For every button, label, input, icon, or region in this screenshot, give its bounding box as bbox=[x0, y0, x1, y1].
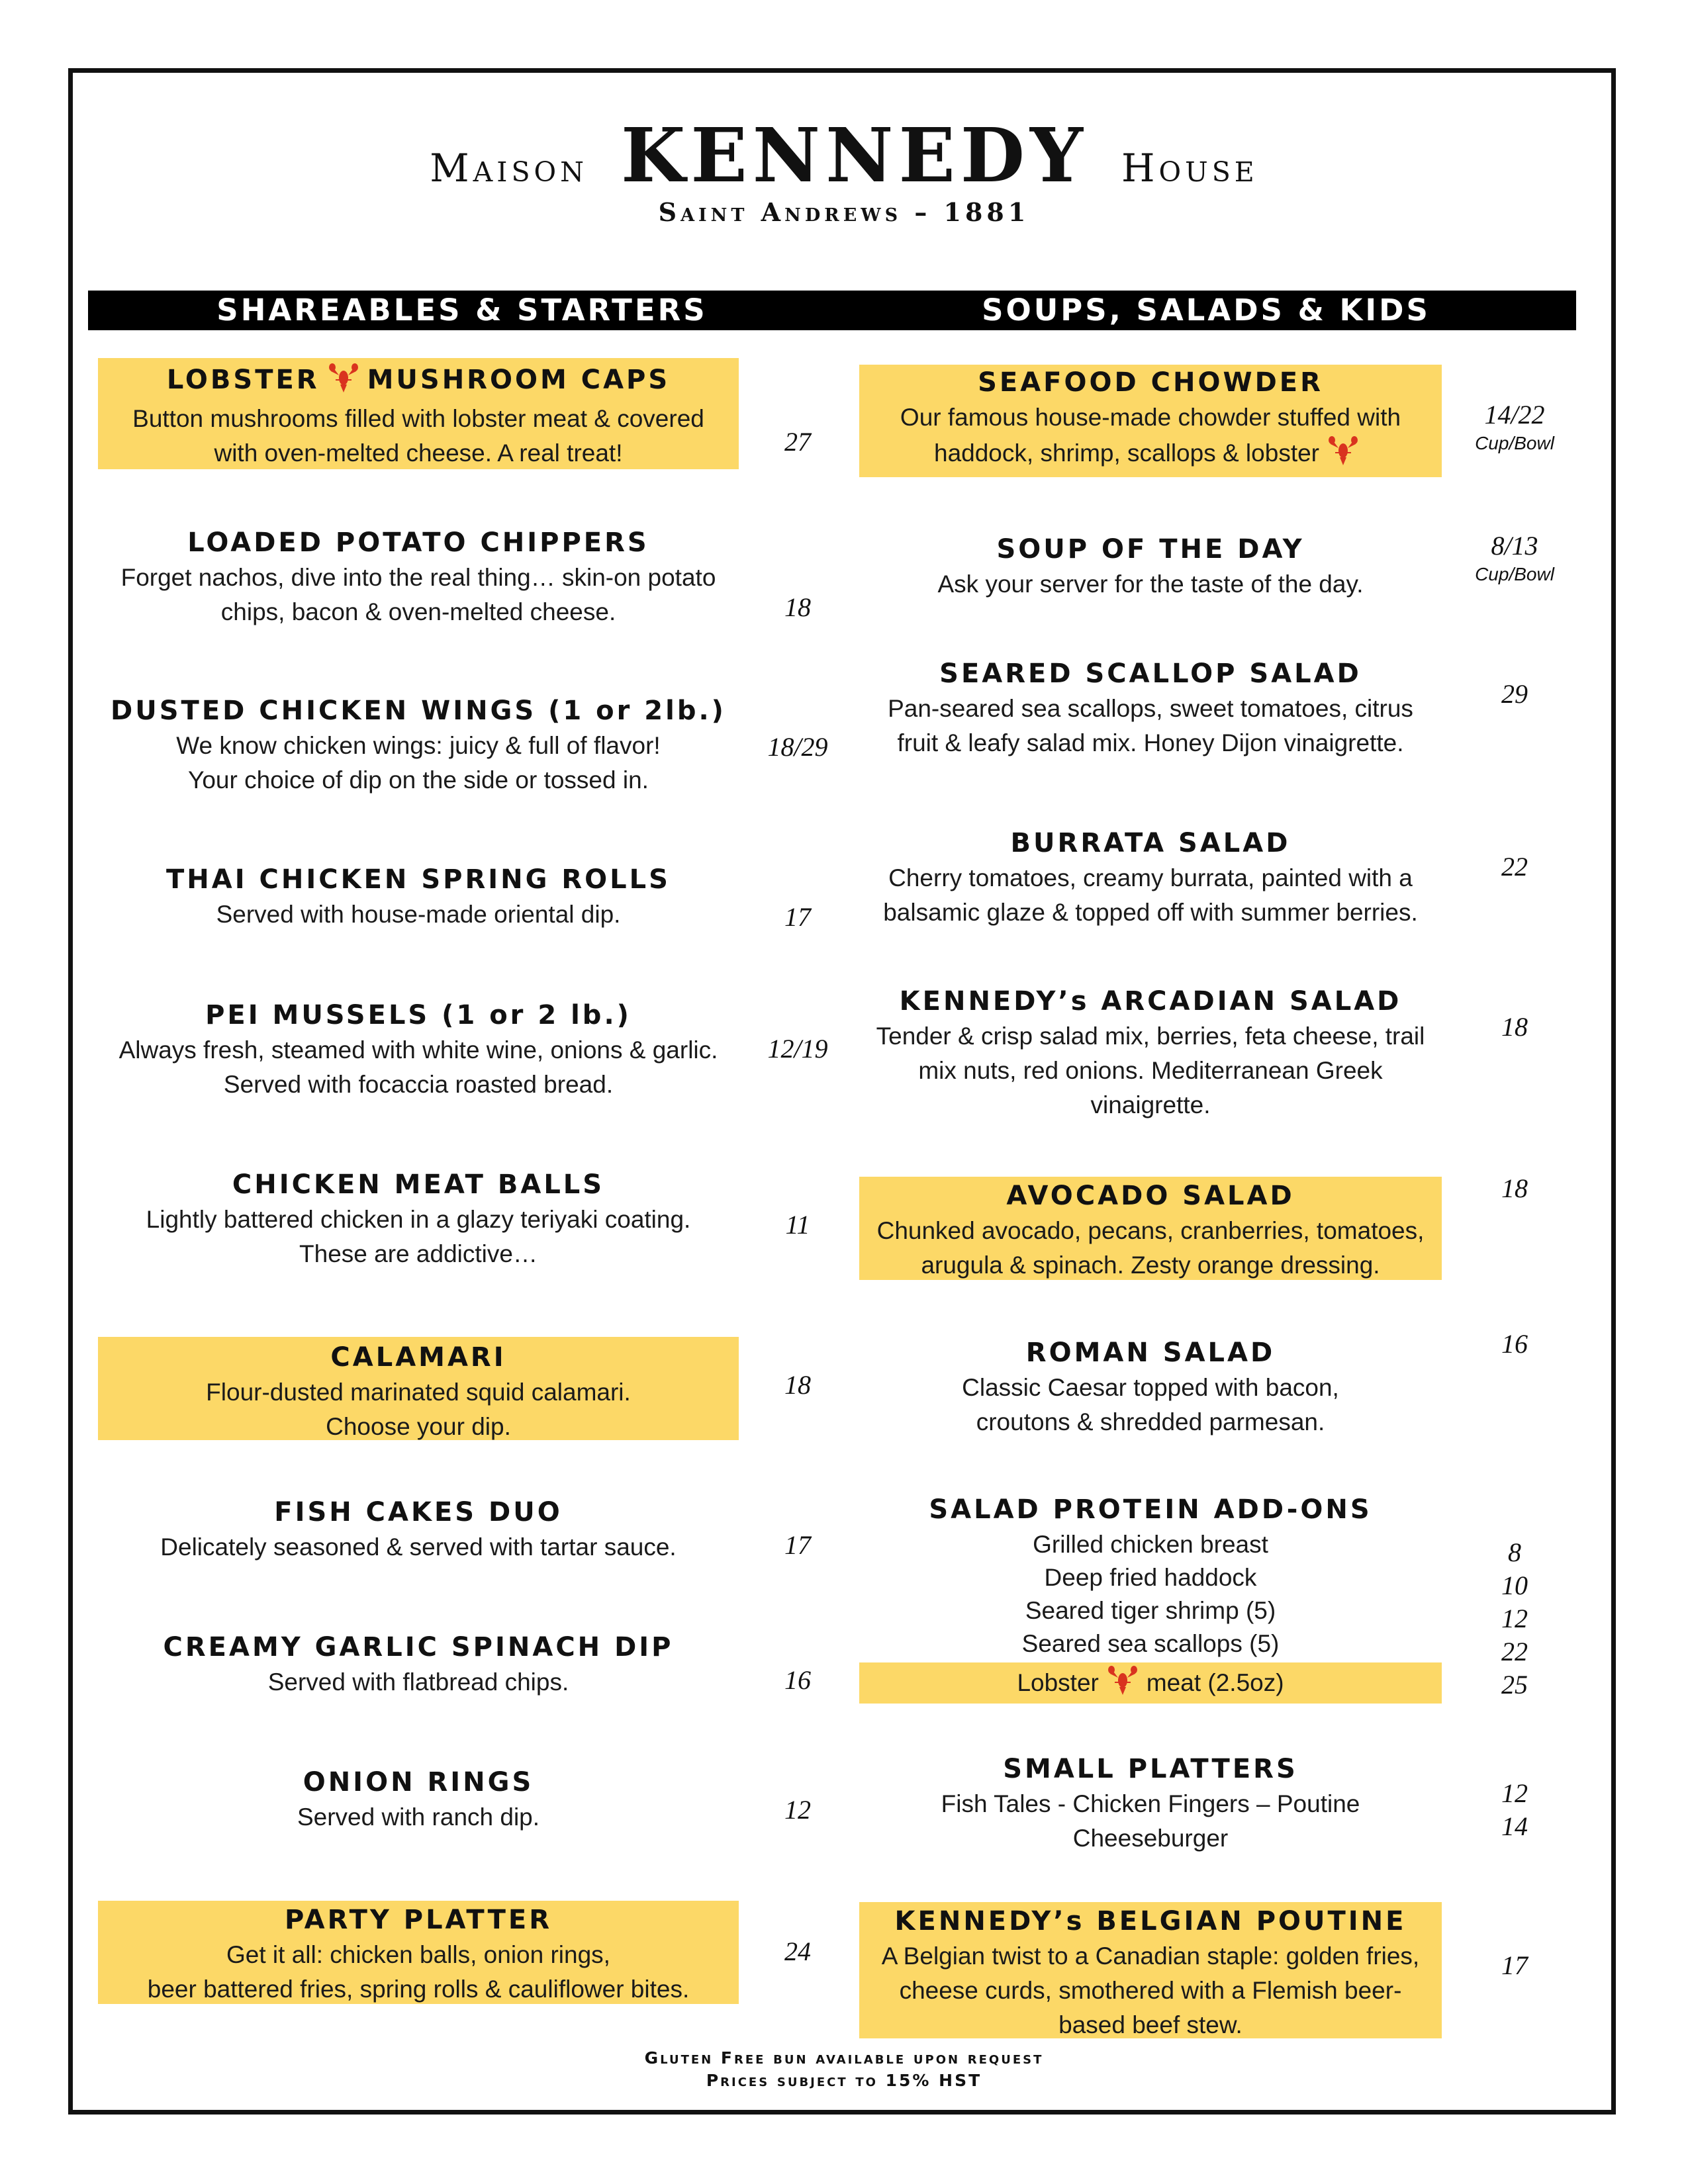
item-description: fruit & leafy salad mix. Honey Dijon vinaigrette. bbox=[897, 729, 1404, 756]
item-description: arugula & spinach. Zesty orange dressing. bbox=[921, 1251, 1380, 1279]
section-header-soups-salads: SOUPS, SALADS & KIDS bbox=[836, 291, 1576, 330]
menu-item-avocado-salad bbox=[859, 1177, 1442, 1280]
item-description: Chunked avocado, pecans, cranberries, tomatoes, bbox=[876, 1217, 1425, 1244]
item-price: 16 bbox=[1501, 1329, 1528, 1359]
item-description: Tender & crisp salad mix, berries, feta cheese, trail bbox=[876, 1023, 1425, 1050]
item-description: Flour-dusted marinated squid calamari. bbox=[206, 1379, 631, 1406]
menu-footer bbox=[0, 2047, 1688, 2092]
item-name: SALAD PROTEIN ADD-ONS bbox=[929, 1494, 1372, 1525]
item-name: FISH CAKES DUO bbox=[274, 1497, 563, 1527]
menu-item-fish-cakes bbox=[98, 1494, 739, 1565]
addon-price: 25 bbox=[1501, 1670, 1528, 1700]
item-name: CALAMARI bbox=[330, 1342, 506, 1373]
item-description: A Belgian twist to a Canadian staple: golden fries, bbox=[881, 1942, 1420, 1970]
item-name: KENNEDY’s BELGIAN POUTINE bbox=[894, 1906, 1407, 1936]
addon-price: 10 bbox=[1501, 1570, 1528, 1600]
item-description: Lightly battered chicken in a glazy teriyaki coating. bbox=[146, 1206, 691, 1233]
item-price bbox=[1455, 1777, 1574, 1843]
addon-price: 22 bbox=[1501, 1637, 1528, 1666]
item-description: chips, bacon & oven-melted cheese. bbox=[220, 598, 616, 625]
menu-item-pei-mussels bbox=[98, 997, 739, 1102]
item-description: Classic Caesar topped with bacon, bbox=[962, 1374, 1339, 1401]
menu-item-spinach-dip bbox=[98, 1629, 739, 1700]
item-description bbox=[859, 435, 1442, 475]
item-description-text: haddock, shrimp, scallops & lobster bbox=[934, 439, 1319, 467]
item-name-part: LOBSTER bbox=[166, 365, 320, 395]
item-price: 12 bbox=[784, 1795, 811, 1825]
price-value: 12 bbox=[1501, 1778, 1528, 1808]
title-kennedy: KENNEDY bbox=[621, 113, 1088, 199]
item-name: SEAFOOD CHOWDER bbox=[978, 367, 1323, 398]
item-description: Served with house-made oriental dip. bbox=[216, 901, 621, 928]
item-name-part: MUSHROOM CAPS bbox=[367, 365, 671, 395]
menu-item-loaded-potato-chippers bbox=[98, 525, 739, 629]
menu-item-burrata-salad bbox=[859, 825, 1442, 930]
menu-item-seared-scallop-salad bbox=[859, 656, 1442, 760]
addon-item: Grilled chicken breast bbox=[1033, 1531, 1268, 1558]
section-header-shareables: SHAREABLES & STARTERS bbox=[88, 291, 836, 330]
title-house: House bbox=[1121, 146, 1258, 191]
menu-item-thai-spring-rolls bbox=[98, 862, 739, 932]
item-price: 18/29 bbox=[767, 732, 828, 762]
item-name: CHICKEN MEAT BALLS bbox=[232, 1169, 605, 1200]
item-name: SEARED SCALLOP SALAD bbox=[939, 659, 1362, 689]
item-description: Cherry tomatoes, creamy burrata, painted with a bbox=[888, 864, 1413, 891]
addon-item-lobster bbox=[859, 1662, 1442, 1704]
item-description: Pan-seared sea scallops, sweet tomatoes, citrus bbox=[888, 695, 1413, 722]
item-price bbox=[1455, 398, 1574, 455]
item-description: Served with flatbread chips. bbox=[267, 1668, 569, 1696]
item-description: Cheeseburger bbox=[1072, 1825, 1229, 1852]
item-name: PEI MUSSELS (1 or 2 lb.) bbox=[205, 1000, 632, 1030]
menu-item-chicken-meat-balls bbox=[98, 1167, 739, 1271]
menu-item-lobster-mushroom-caps bbox=[98, 358, 739, 469]
item-name: PARTY PLATTER bbox=[284, 1905, 553, 1935]
menu-item-chicken-wings bbox=[98, 693, 739, 797]
lobster-icon bbox=[329, 362, 358, 402]
addon-label: Lobster bbox=[1017, 1669, 1099, 1696]
price-unit: Cup/Bowl bbox=[1475, 433, 1554, 453]
item-name: SOUP OF THE DAY bbox=[996, 534, 1305, 565]
addon-item: Seared tiger shrimp (5) bbox=[1025, 1597, 1276, 1624]
item-description: croutons & shredded parmesan. bbox=[976, 1408, 1325, 1435]
item-price: 18 bbox=[784, 592, 811, 622]
item-name: SMALL PLATTERS bbox=[1003, 1754, 1298, 1784]
item-name: CREAMY GARLIC SPINACH DIP bbox=[163, 1632, 674, 1662]
item-description: cheese curds, smothered with a Flemish beer- bbox=[899, 1977, 1402, 2004]
item-price: 22 bbox=[1501, 852, 1528, 882]
menu-item-belgian-poutine bbox=[859, 1902, 1442, 2038]
item-name: ROMAN SALAD bbox=[1025, 1338, 1276, 1368]
addon-price: 12 bbox=[1501, 1604, 1528, 1633]
price-unit: Cup/Bowl bbox=[1475, 564, 1554, 584]
item-description: Get it all: chicken balls, onion rings, bbox=[226, 1941, 610, 1968]
menu-item-roman-salad bbox=[859, 1335, 1442, 1439]
item-description: based beef stew. bbox=[1058, 2011, 1243, 2038]
addon-price: 8 bbox=[1508, 1537, 1521, 1567]
item-description: Always fresh, steamed with white wine, onions & garlic. bbox=[118, 1036, 718, 1064]
lobster-icon bbox=[1108, 1664, 1137, 1707]
item-description: We know chicken wings: juicy & full of flavor! bbox=[176, 732, 661, 759]
item-name: DUSTED CHICKEN WINGS (1 or 2lb.) bbox=[111, 696, 726, 726]
menu-item-calamari bbox=[98, 1337, 739, 1440]
footer-tax-note: Prices subject to 15% HST bbox=[706, 2071, 982, 2090]
item-price: 24 bbox=[784, 1936, 811, 1966]
menu-item-onion-rings bbox=[98, 1764, 739, 1835]
item-name bbox=[98, 362, 739, 402]
item-price: 17 bbox=[784, 1530, 811, 1560]
item-price: 29 bbox=[1501, 679, 1528, 709]
title-maison: Maison bbox=[430, 146, 588, 191]
item-description: mix nuts, red onions. Mediterranean Greek bbox=[918, 1057, 1383, 1084]
addon-item: Seared sea scallops (5) bbox=[1021, 1630, 1280, 1657]
price-value: 14 bbox=[1501, 1811, 1528, 1841]
price-value: 14/22 bbox=[1484, 400, 1545, 430]
item-description: balsamic glaze & topped off with summer berries. bbox=[883, 899, 1418, 926]
item-price: 27 bbox=[784, 427, 811, 457]
item-price: 18 bbox=[1501, 1012, 1528, 1042]
item-price: 18 bbox=[784, 1370, 811, 1400]
menu-item-small-platters bbox=[859, 1751, 1442, 1856]
item-description: Choose your dip. bbox=[326, 1413, 511, 1440]
item-price: 11 bbox=[785, 1210, 810, 1240]
menu-item-seafood-chowder bbox=[859, 365, 1442, 477]
addon-label: meat (2.5oz) bbox=[1146, 1669, 1284, 1696]
addon-item: Deep fried haddock bbox=[1044, 1564, 1257, 1591]
price-value: 8/13 bbox=[1491, 531, 1538, 561]
footer-gluten-note: Gluten Free bun available upon request bbox=[644, 2048, 1044, 2068]
item-name: THAI CHICKEN SPRING ROLLS bbox=[166, 864, 671, 895]
item-price: 18 bbox=[1501, 1173, 1528, 1203]
item-price: 17 bbox=[1501, 1950, 1528, 1980]
item-description: Fish Tales - Chicken Fingers – Poutine bbox=[941, 1790, 1360, 1817]
item-price: 12/19 bbox=[767, 1034, 828, 1064]
item-name: AVOCADO SALAD bbox=[1006, 1181, 1295, 1211]
item-name: LOADED POTATO CHIPPERS bbox=[187, 527, 649, 558]
restaurant-title bbox=[0, 113, 1688, 199]
item-price bbox=[1455, 529, 1574, 586]
item-description: Ask your server for the taste of the day. bbox=[937, 570, 1364, 598]
item-description: with oven-melted cheese. A real treat! bbox=[214, 439, 623, 467]
menu-item-arcadian-salad bbox=[859, 983, 1442, 1122]
item-description: beer battered fries, spring rolls & cauliflower bites. bbox=[147, 1976, 690, 2003]
restaurant-subtitle: Saint Andrews – 1881 bbox=[658, 197, 1030, 227]
item-description: Forget nachos, dive into the real thing… skin-on potato bbox=[120, 564, 716, 591]
item-price: 16 bbox=[784, 1665, 811, 1695]
menu-item-party-platter bbox=[98, 1901, 739, 2004]
item-name: KENNEDY’s ARCADIAN SALAD bbox=[899, 986, 1402, 1017]
item-description: Served with ranch dip. bbox=[297, 1803, 540, 1831]
item-description: These are addictive… bbox=[299, 1240, 538, 1267]
item-name: ONION RINGS bbox=[303, 1767, 534, 1797]
item-name: BURRATA SALAD bbox=[1010, 828, 1291, 858]
item-description: vinaigrette. bbox=[1090, 1091, 1211, 1118]
item-description: Our famous house-made chowder stuffed with bbox=[900, 404, 1401, 431]
item-description: Button mushrooms filled with lobster meat & covered bbox=[132, 405, 704, 432]
menu-item-soup-of-the-day bbox=[859, 531, 1442, 602]
item-description: Served with focaccia roasted bread. bbox=[223, 1071, 614, 1098]
item-price: 17 bbox=[784, 902, 811, 932]
lobster-icon bbox=[1329, 435, 1358, 475]
item-description: Delicately seasoned & served with tartar sauce. bbox=[160, 1533, 677, 1561]
item-description: Your choice of dip on the side or tossed in. bbox=[188, 766, 649, 794]
salad-protein-addons-heading bbox=[859, 1492, 1442, 1527]
